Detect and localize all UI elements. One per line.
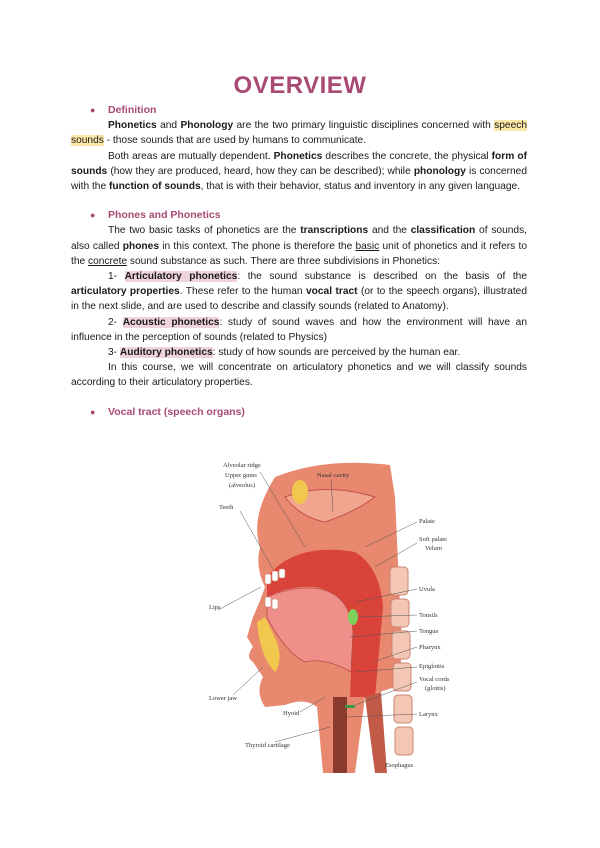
label-velum: Velum — [425, 545, 442, 552]
term: function of sounds — [108, 181, 201, 193]
term: vocal tract — [305, 286, 358, 298]
paragraph-course: In this course, we will concentrate on articulatory phonetics and we will classify sounds according to their articulatory properties. — [71, 362, 527, 389]
term: phones — [122, 240, 159, 252]
label-tongue: Tongue — [419, 628, 439, 635]
text: . These refer to the human — [179, 286, 306, 298]
text: : the sound substance is described on the basis of the — [237, 271, 527, 283]
underlined-text: basic — [355, 240, 380, 252]
text: of sounds, also called — [71, 225, 527, 252]
term-phonology: Phonology — [180, 120, 234, 132]
text: (or to the speech organs), illustrated in the next slide, and are used to describe and classify sounds (related to Anatomy). — [71, 286, 528, 313]
text: is concerned with the — [71, 165, 527, 193]
esophagus-tube — [365, 692, 387, 773]
label-nasal: Nasal cavity — [317, 472, 350, 479]
highlight-speech-sounds: speech sounds — [71, 120, 527, 147]
bullet-icon: ● — [90, 210, 96, 221]
paragraph-acoustic — [71, 315, 527, 345]
text: : study of how sounds are perceived by the human ear. — [212, 347, 461, 359]
vocal-tract-illustration — [205, 457, 465, 773]
text: describes the concrete, the physical — [322, 150, 492, 162]
sinus — [292, 480, 308, 504]
label-uvula: Uvula — [419, 586, 435, 593]
text: 3- — [108, 347, 120, 359]
paragraph-articulatory — [71, 269, 527, 315]
vocal-tract-diagram — [205, 457, 465, 773]
bullet-icon: ● — [90, 105, 96, 115]
label-tonsils: Tonsils — [419, 612, 438, 619]
heading-text: Phones and Phonetics — [108, 209, 221, 222]
term-phonetics: Phonetics — [108, 120, 157, 132]
heading-text: Definition — [108, 104, 157, 116]
document-body — [71, 103, 527, 420]
paragraph-definition-2 — [71, 149, 527, 195]
highlight-acoustic: Acoustic phonetics — [122, 316, 220, 328]
term: phonology — [413, 165, 466, 177]
text: are the two primary linguistic disciplines concerned with — [233, 120, 495, 132]
text: 1- — [108, 271, 125, 283]
label-alveolus: (alveolus) — [229, 482, 255, 489]
vocal-cord-mark — [345, 705, 355, 708]
heading-text: Vocal tract (speech organs) — [108, 405, 245, 418]
text: and the — [368, 225, 411, 237]
term: Phonetics — [273, 150, 323, 162]
text: - those sounds that are used by humans to communicate. — [103, 135, 367, 147]
section-heading-phones — [71, 208, 527, 223]
bullet-icon: ● — [90, 406, 96, 417]
section-heading-definition — [71, 103, 527, 118]
tonsil — [348, 609, 358, 625]
section-heading-vocal-tract — [71, 405, 527, 420]
label-upper-gums: Upper gums — [225, 472, 257, 479]
label-palate: Palate — [419, 518, 435, 525]
highlight-articulatory: Articulatory phonetics — [124, 271, 238, 283]
text: 2- — [108, 316, 123, 328]
page-title: OVERVIEW — [233, 72, 367, 99]
term: classification — [410, 225, 476, 237]
paragraph-auditory — [71, 345, 527, 360]
text: : study of sound waves and how the environment will have an influence in the perception of sounds (related to Physics) — [71, 316, 528, 343]
term: form of sounds — [71, 150, 527, 177]
text: sound substance as such. There are three subdivisions in Phonetics: — [127, 255, 441, 267]
label-thyroid: Thyroid cartilage — [245, 742, 290, 749]
label-vocal-cords: Vocal cords — [419, 676, 450, 683]
label-lower-jaw: Lower jaw — [209, 695, 237, 702]
term: transcriptions — [300, 225, 369, 237]
label-lips: Lips — [209, 604, 221, 611]
label-alveolar: Alveolar ridge — [223, 462, 261, 469]
larynx-tube — [333, 697, 347, 773]
label-glottis: (glottis) — [425, 685, 446, 692]
label-hyoid: Hyoid — [283, 710, 300, 717]
highlight-auditory: Auditory phonetics — [119, 347, 213, 359]
label-pharynx: Pharynx — [419, 644, 441, 651]
term: articulatory properties — [71, 286, 180, 298]
text: The two basic tasks of phonetics are the — [108, 225, 301, 237]
paragraph-definition-1 — [71, 118, 527, 148]
label-teeth: Teeth — [219, 504, 234, 511]
text: (how they are produced, heard, how they can be described); while — [107, 165, 414, 177]
text: , that is with their behavior, status and inventory in any given language. — [200, 181, 521, 193]
text: and — [156, 120, 181, 132]
label-soft-palate: Soft palate — [419, 536, 447, 543]
label-esophagus: Esophagus — [385, 762, 414, 769]
label-epiglottis: Epiglottis — [419, 663, 445, 670]
text: Both areas are mutually dependent. — [108, 150, 274, 162]
paragraph-phones-1 — [71, 223, 527, 269]
text: unit of phonetics and it refers to the — [71, 240, 527, 267]
label-larynx: Larynx — [419, 711, 438, 718]
text: in this context. The phone is therefore the — [159, 240, 356, 252]
underlined-text: concrete — [88, 255, 128, 267]
